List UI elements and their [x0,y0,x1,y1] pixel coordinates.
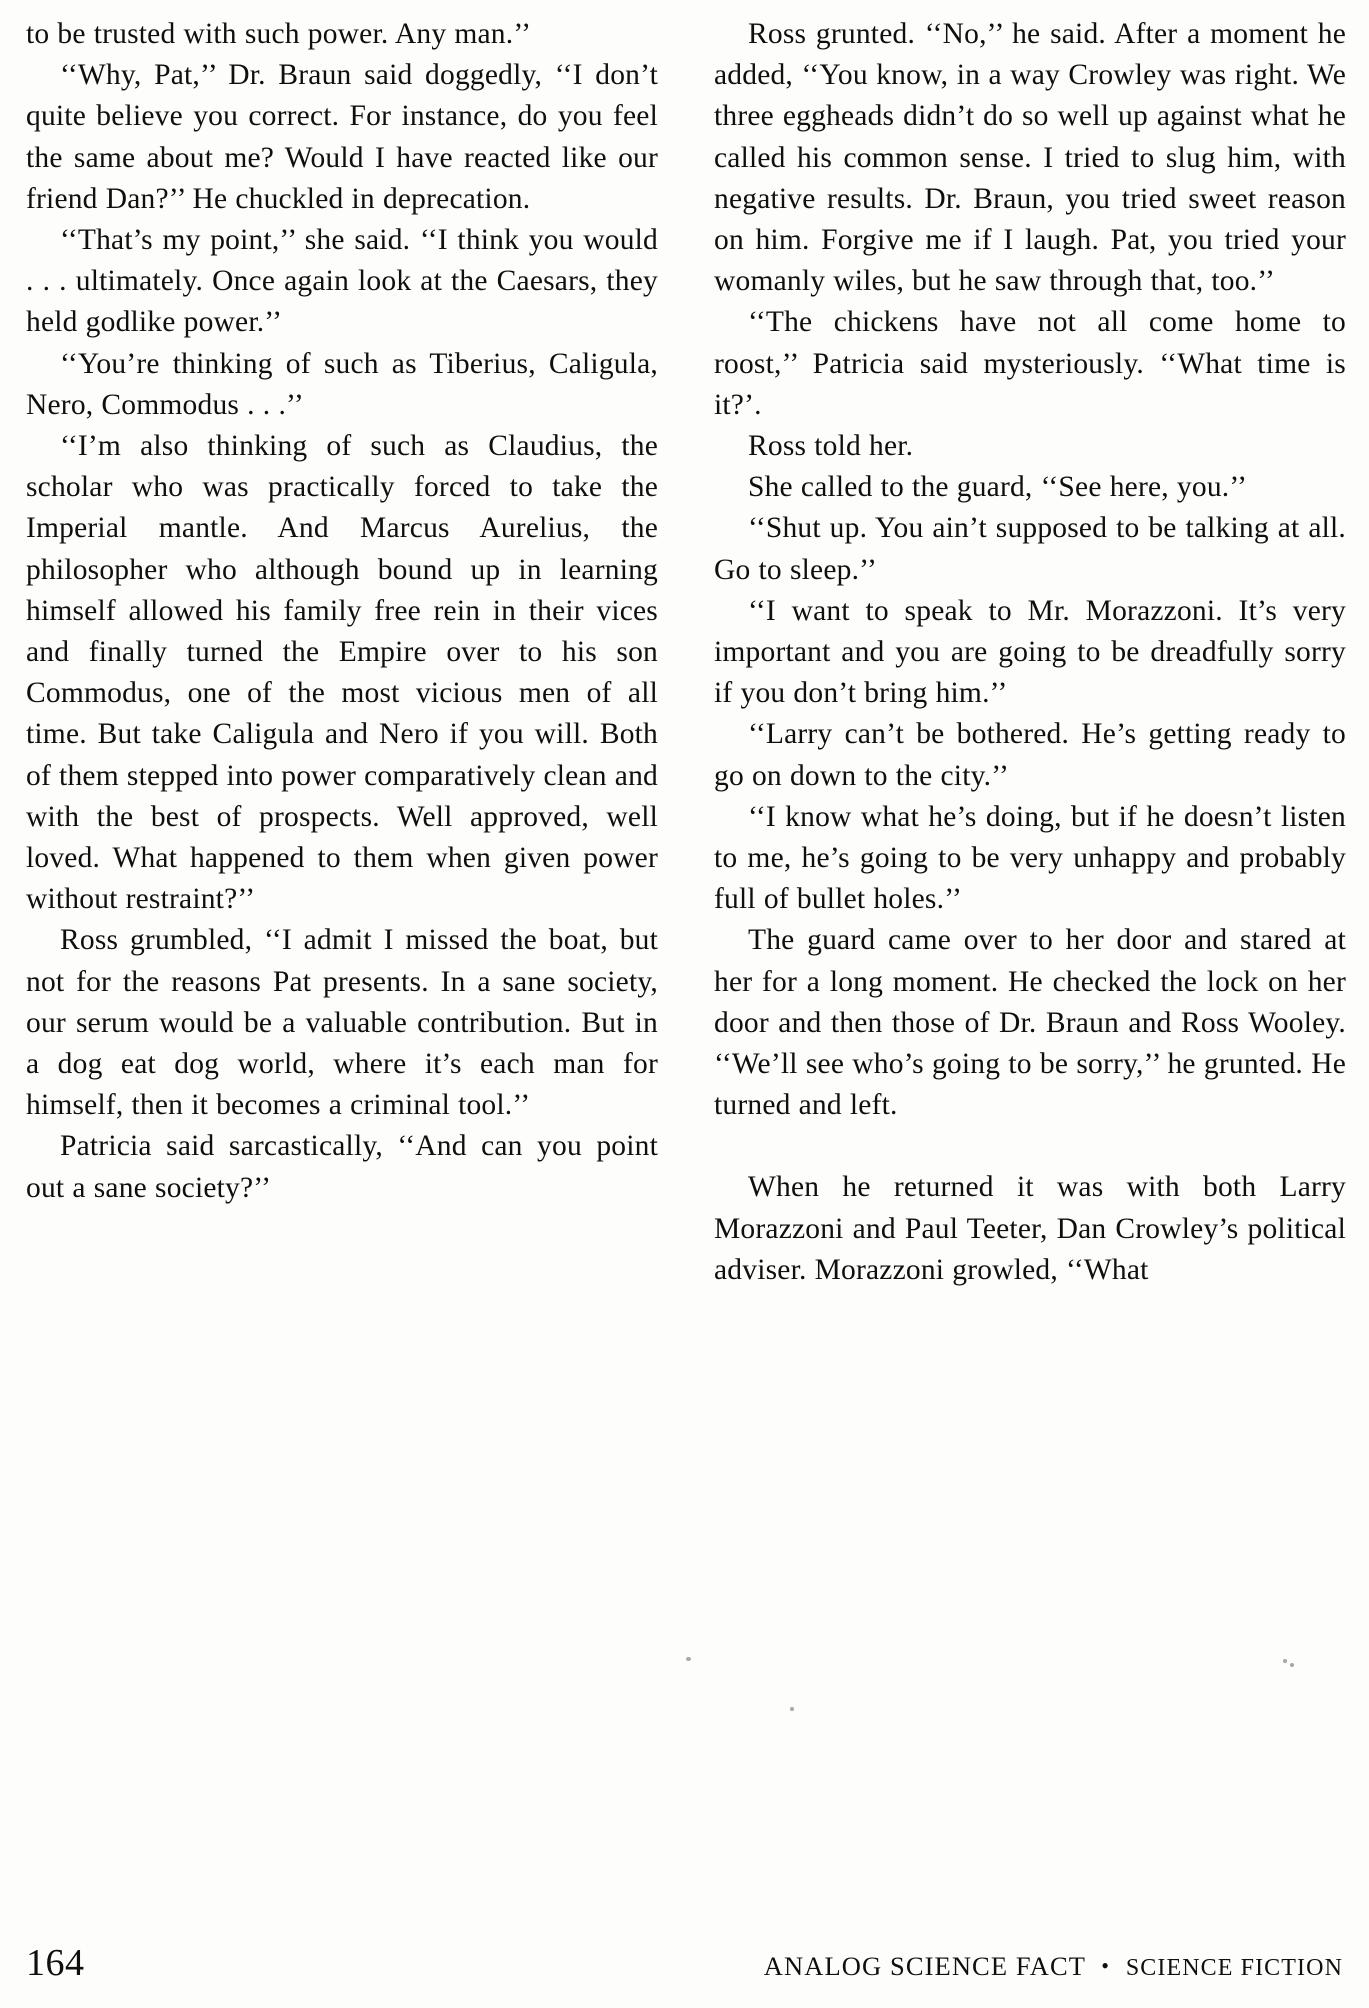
running-head-right: SCIENCE FICTION [1125,1955,1343,1981]
paragraph: Patricia said sarcastically, ‘‘And can you point out a sane society?’’ [26,1130,658,1204]
scan-speck [1283,1659,1287,1663]
paragraph: When he returned it was with both Larry Morazzoni and Paul Teeter, Dan Crowley’s political adviser. Morazzoni growled, ‘‘What [714,1171,1346,1286]
paragraph: Ross grunted. ‘‘No,’’ he said. After a moment he added, ‘‘You know, in a way Crowley was right. We three eggheads didn’t do so well up against what he called his common sense. I tried to slug him, with negative results. Dr. Braun, you tried sweet reason on him. Forgive me if I laugh. Pat, you tried your womanly wiles, but he saw through that, too.’’ [714,18,1346,298]
paragraph: ‘‘The chickens have not all come home to roost,’’ Patricia said mysteriously. ‘‘What time is it?’. [714,306,1346,421]
scan-speck [686,1657,691,1661]
running-head [764,1951,1343,1982]
right-column [714,14,1346,1291]
paragraph: ‘‘That’s my point,’’ she said. ‘‘I think you would . . . ultimately. Once again look at the Caesars, they held godlike power.’’ [26,224,658,339]
page-footer [26,1944,1343,1982]
scan-speck [1290,1663,1294,1667]
bullet-icon: • [1101,1953,1111,1978]
paragraph: ‘‘Shut up. You ain’t supposed to be talking at all. Go to sleep.’’ [714,512,1346,586]
paragraph: ‘‘I’m also thinking of such as Claudius, the scholar who was practically forced to take the Imperial mantle. And Marcus Aurelius, the philosopher who although bound up in learning himself allowed his family free rein in their vices and finally turned the Empire over to his son Commodus, one of the most vicious men of all time. But take Caligula and Nero if you will. Both of them stepped into power comparatively clean and with the best of prospects. Well approved, well loved. What happened to them when given power without restraint?’’ [26,430,658,916]
left-column [26,14,658,1291]
paragraph: to be trusted with such power. Any man.’’ [26,18,532,50]
paragraph: ‘‘I want to speak to Mr. Morazzoni. It’s very important and you are going to be dreadfully sorry if you don’t bring him.’’ [714,594,1346,710]
paragraph: ‘‘Larry can’t be bothered. He’s getting ready to go on down to the city.’’ [714,718,1346,792]
paragraph: ‘‘You’re thinking of such as Tiberius, Caligula, Nero, Commodus . . .’’ [26,347,658,421]
running-head-left: ANALOG SCIENCE FACT [763,1951,1086,1981]
paragraph: Ross told her. [748,430,914,463]
paragraph: She called to the guard, ‘‘See here, you.’’ [748,471,1248,504]
scan-speck [790,1707,794,1711]
text-columns [26,14,1346,1291]
paragraph: Ross grumbled, ‘‘I admit I missed the boat, but not for the reasons Pat presents. In a sane society, our serum would be a valuable contribution. But in a dog eat dog world, where it’s each man for himself, then it becomes a criminal tool.’’ [26,924,658,1122]
paragraph: The guard came over to her door and stared at her for a long moment. He checked the lock on her door and then those of Dr. Braun and Ross Wooley. ‘‘We’ll see who’s going to be sorry,’’ he grunted. He turned and left. [714,924,1346,1122]
paragraph: ‘‘I know what he’s doing, but if he doesn’t listen to me, he’s going to be very unhappy and probably full of bullet holes.’’ [714,800,1346,916]
page-number: 164 [26,1942,85,1984]
paragraph: ‘‘Why, Pat,’’ Dr. Braun said doggedly, ‘‘I don’t quite believe you correct. For instance, do you feel the same about me? Would I have reacted like our friend Dan?’’ He chuckled in deprecation. [26,59,658,215]
